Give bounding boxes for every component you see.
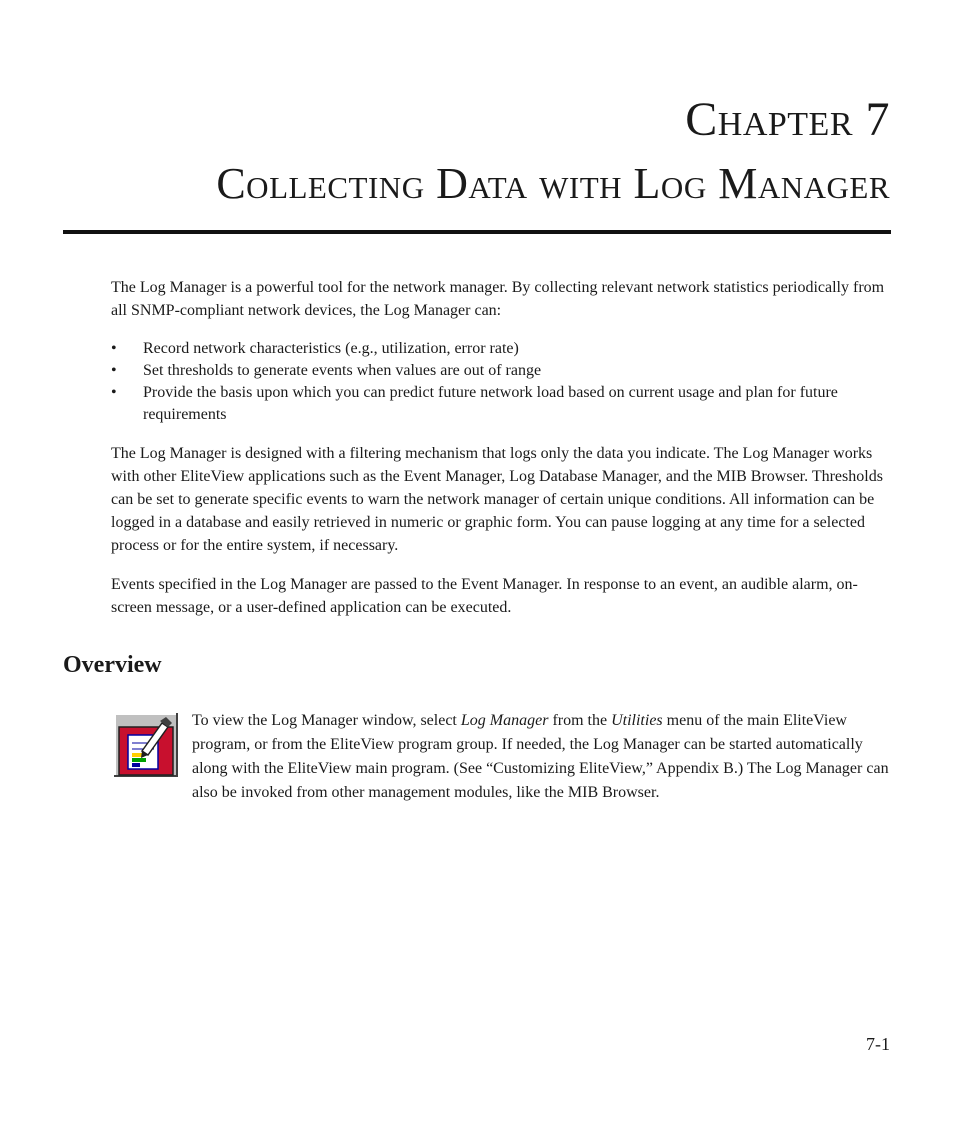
list-item xyxy=(111,360,891,382)
overview-text-3: menu of the main EliteView program, or from the EliteView program group. If needed, the Log Manager can be started automatically along with the EliteView main program. (See “Customizing EliteView,” Appendix B.) The Log Manager can also be invoked from other management modules, like the MIB Browser. xyxy=(192,712,889,801)
chapter-rule xyxy=(63,230,891,234)
bullet-glyph: • xyxy=(111,340,117,357)
overview-text-2: from the xyxy=(548,712,612,729)
intro-paragraph: The Log Manager is a powerful tool for the network manager. By collecting relevant network statistics periodically from all SNMP-compliant network devices, the Log Manager can: xyxy=(111,279,885,319)
list-item-text: Record network characteristics (e.g., utilization, error rate) xyxy=(143,340,519,357)
list-item xyxy=(111,382,891,426)
list-item-text: Provide the basis upon which you can predict future network load based on current usage and plan for future requirements xyxy=(143,384,838,423)
list-item xyxy=(111,338,891,360)
menu-item-ref: Log Manager xyxy=(460,712,549,729)
list-item-text: Set thresholds to generate events when values are out of range xyxy=(143,362,542,379)
page-number: 7-1 xyxy=(866,1034,890,1054)
capability-list xyxy=(111,338,891,426)
section-heading-overview: Overview xyxy=(63,652,162,678)
bullet-glyph: • xyxy=(111,362,117,379)
overview-paragraph xyxy=(192,709,892,805)
menu-name-ref: Utilities xyxy=(611,712,663,729)
events-paragraph: Events specified in the Log Manager are passed to the Event Manager. In response to an event, an audible alarm, on-screen message, or a user-defined application can be executed. xyxy=(111,576,858,616)
log-manager-app-icon xyxy=(114,713,178,777)
chapter-title: Collecting Data with Log Manager xyxy=(216,159,890,208)
filtering-paragraph: The Log Manager is designed with a filtering mechanism that logs only the data you indicate. The Log Manager works with other EliteView applications such as the Event Manager, Log Database Manager, and the MIB Browser. Thresholds can be set to generate specific events to warn the network manager of certain unique conditions. All information can be logged in a database and easily retrieved in numeric or graphic form. You can pause logging at any time for a selected process or for the entire system, if necessary. xyxy=(111,445,883,554)
bullet-glyph: • xyxy=(111,384,117,401)
overview-text-1: To view the Log Manager window, select xyxy=(192,712,461,729)
chapter-number: Chapter 7 xyxy=(685,93,890,146)
